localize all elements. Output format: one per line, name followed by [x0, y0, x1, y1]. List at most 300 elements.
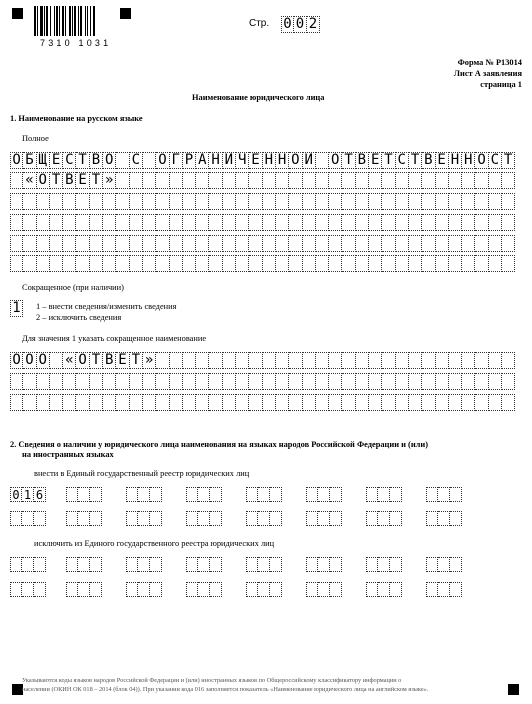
char-cell[interactable] — [63, 193, 76, 210]
language-code-field[interactable] — [246, 557, 282, 572]
char-cell[interactable] — [170, 193, 183, 210]
char-cell[interactable] — [382, 193, 395, 210]
char-cell[interactable] — [289, 352, 302, 369]
char-cell[interactable] — [90, 235, 103, 252]
char-cell[interactable] — [37, 373, 50, 390]
char-cell[interactable] — [130, 235, 143, 252]
char-cell[interactable] — [462, 193, 475, 210]
char-cell[interactable] — [90, 255, 103, 272]
code-digit-cell[interactable] — [426, 557, 438, 572]
full-name-row[interactable] — [10, 172, 515, 189]
char-cell[interactable] — [183, 193, 196, 210]
language-code-field[interactable] — [66, 511, 102, 526]
char-cell[interactable] — [236, 373, 249, 390]
char-cell[interactable] — [369, 255, 382, 272]
char-cell[interactable] — [76, 394, 89, 411]
char-cell[interactable] — [436, 235, 449, 252]
full-name-row[interactable] — [10, 214, 515, 231]
char-cell[interactable] — [116, 214, 129, 231]
char-cell[interactable] — [462, 235, 475, 252]
char-cell[interactable] — [236, 235, 249, 252]
char-cell[interactable]: Т — [130, 352, 143, 369]
code-digit-cell[interactable] — [186, 582, 198, 597]
char-cell[interactable] — [382, 255, 395, 272]
char-cell[interactable] — [303, 193, 316, 210]
char-cell[interactable] — [342, 193, 355, 210]
char-cell[interactable] — [76, 214, 89, 231]
char-cell[interactable] — [409, 214, 422, 231]
char-cell[interactable] — [276, 352, 289, 369]
char-cell[interactable]: С — [63, 152, 76, 169]
char-cell[interactable] — [143, 235, 156, 252]
char-cell[interactable] — [249, 214, 262, 231]
char-cell[interactable] — [116, 255, 129, 272]
char-cell[interactable] — [263, 394, 276, 411]
code-digit-cell[interactable] — [78, 511, 90, 526]
char-cell[interactable] — [263, 193, 276, 210]
code-digit-cell[interactable] — [34, 557, 46, 572]
char-cell[interactable] — [369, 373, 382, 390]
char-cell[interactable] — [90, 214, 103, 231]
char-cell[interactable] — [143, 255, 156, 272]
language-code-field[interactable] — [186, 511, 222, 526]
code-digit-cell[interactable] — [438, 582, 450, 597]
char-cell[interactable] — [10, 235, 23, 252]
char-cell[interactable] — [369, 394, 382, 411]
char-cell[interactable]: Т — [382, 152, 395, 169]
char-cell[interactable]: Щ — [37, 152, 50, 169]
char-cell[interactable] — [63, 255, 76, 272]
char-cell[interactable] — [116, 152, 129, 169]
char-cell[interactable] — [396, 352, 409, 369]
code-digit-cell[interactable] — [318, 582, 330, 597]
char-cell[interactable] — [263, 214, 276, 231]
code-digit-cell[interactable] — [270, 487, 282, 502]
char-cell[interactable] — [263, 172, 276, 189]
short-choice-cell[interactable]: 1 — [10, 300, 23, 317]
char-cell[interactable] — [236, 255, 249, 272]
char-cell[interactable] — [196, 235, 209, 252]
char-cell[interactable] — [156, 352, 169, 369]
char-cell[interactable] — [356, 193, 369, 210]
char-cell[interactable] — [489, 235, 502, 252]
char-cell[interactable] — [276, 394, 289, 411]
char-cell[interactable]: О — [37, 172, 50, 189]
char-cell[interactable] — [409, 172, 422, 189]
char-cell[interactable] — [289, 373, 302, 390]
char-cell[interactable] — [76, 235, 89, 252]
char-cell[interactable] — [170, 394, 183, 411]
language-code-field[interactable] — [126, 487, 162, 502]
char-cell[interactable] — [276, 193, 289, 210]
code-digit-cell[interactable] — [90, 582, 102, 597]
char-cell[interactable] — [316, 193, 329, 210]
code-digit-cell[interactable] — [246, 487, 258, 502]
char-cell[interactable] — [409, 394, 422, 411]
code-digit-cell[interactable] — [150, 557, 162, 572]
char-cell[interactable] — [396, 235, 409, 252]
char-cell[interactable] — [103, 193, 116, 210]
language-code-field[interactable] — [306, 557, 342, 572]
short-choice-field[interactable] — [10, 300, 23, 317]
char-cell[interactable] — [143, 193, 156, 210]
char-cell[interactable] — [422, 352, 435, 369]
char-cell[interactable] — [449, 172, 462, 189]
char-cell[interactable] — [170, 255, 183, 272]
char-cell[interactable] — [489, 352, 502, 369]
language-code-field[interactable] — [426, 511, 462, 526]
char-cell[interactable] — [263, 373, 276, 390]
char-cell[interactable] — [183, 214, 196, 231]
char-cell[interactable] — [489, 172, 502, 189]
code-digit-cell[interactable] — [366, 487, 378, 502]
char-cell[interactable] — [156, 235, 169, 252]
code-digit-cell[interactable] — [22, 557, 34, 572]
code-digit-cell[interactable] — [198, 557, 210, 572]
char-cell[interactable] — [303, 235, 316, 252]
char-cell[interactable] — [382, 394, 395, 411]
char-cell[interactable] — [249, 373, 262, 390]
char-cell[interactable] — [223, 255, 236, 272]
char-cell[interactable] — [183, 255, 196, 272]
char-cell[interactable] — [502, 373, 515, 390]
char-cell[interactable] — [475, 193, 488, 210]
code-digit-cell[interactable] — [390, 511, 402, 526]
char-cell[interactable] — [50, 352, 63, 369]
char-cell[interactable] — [276, 214, 289, 231]
char-cell[interactable] — [316, 172, 329, 189]
code-digit-cell[interactable] — [330, 557, 342, 572]
char-cell[interactable]: О — [103, 152, 116, 169]
char-cell[interactable] — [50, 394, 63, 411]
language-code-field[interactable] — [366, 487, 402, 502]
char-cell[interactable]: Н — [276, 152, 289, 169]
code-digit-cell[interactable] — [318, 511, 330, 526]
char-cell[interactable] — [183, 235, 196, 252]
char-cell[interactable] — [143, 172, 156, 189]
char-cell[interactable] — [37, 214, 50, 231]
char-cell[interactable]: О — [156, 152, 169, 169]
char-cell[interactable] — [50, 193, 63, 210]
char-cell[interactable] — [329, 373, 342, 390]
code-digit-cell[interactable] — [10, 511, 22, 526]
code-digit-cell[interactable] — [78, 557, 90, 572]
char-cell[interactable] — [475, 172, 488, 189]
char-cell[interactable] — [130, 373, 143, 390]
language-code-field[interactable] — [66, 557, 102, 572]
char-cell[interactable] — [170, 235, 183, 252]
code-digit-cell[interactable] — [330, 511, 342, 526]
char-cell[interactable] — [289, 172, 302, 189]
char-cell[interactable] — [303, 394, 316, 411]
char-cell[interactable] — [369, 172, 382, 189]
code-digit-cell[interactable]: 0 — [10, 487, 22, 502]
char-cell[interactable] — [209, 172, 222, 189]
char-cell[interactable] — [90, 394, 103, 411]
char-cell[interactable] — [170, 172, 183, 189]
code-digit-cell[interactable] — [258, 487, 270, 502]
code-digit-cell[interactable] — [150, 511, 162, 526]
code-digit-cell[interactable] — [10, 582, 22, 597]
char-cell[interactable] — [449, 235, 462, 252]
code-digit-cell[interactable] — [78, 487, 90, 502]
char-cell[interactable] — [356, 214, 369, 231]
char-cell[interactable] — [249, 352, 262, 369]
char-cell[interactable] — [249, 394, 262, 411]
char-cell[interactable]: Т — [342, 152, 355, 169]
char-cell[interactable] — [170, 373, 183, 390]
char-cell[interactable] — [342, 373, 355, 390]
code-digit-cell[interactable] — [306, 582, 318, 597]
char-cell[interactable] — [276, 255, 289, 272]
char-cell[interactable] — [143, 152, 156, 169]
char-cell[interactable] — [289, 255, 302, 272]
char-cell[interactable]: О — [289, 152, 302, 169]
code-digit-cell[interactable] — [378, 511, 390, 526]
char-cell[interactable]: С — [130, 152, 143, 169]
char-cell[interactable] — [356, 394, 369, 411]
char-cell[interactable]: О — [10, 152, 23, 169]
code-digit-cell[interactable] — [270, 557, 282, 572]
char-cell[interactable] — [263, 235, 276, 252]
char-cell[interactable]: В — [90, 152, 103, 169]
code-digit-cell[interactable] — [450, 511, 462, 526]
code-digit-cell[interactable] — [366, 511, 378, 526]
code-digit-cell[interactable] — [258, 582, 270, 597]
char-cell[interactable] — [249, 193, 262, 210]
code-digit-cell[interactable] — [438, 511, 450, 526]
char-cell[interactable] — [90, 193, 103, 210]
char-cell[interactable] — [303, 255, 316, 272]
char-cell[interactable] — [475, 255, 488, 272]
code-digit-cell[interactable] — [426, 582, 438, 597]
char-cell[interactable] — [356, 172, 369, 189]
char-cell[interactable] — [449, 352, 462, 369]
code-digit-cell[interactable] — [34, 511, 46, 526]
code-digit-cell[interactable] — [126, 487, 138, 502]
code-digit-cell[interactable] — [438, 487, 450, 502]
char-cell[interactable] — [436, 214, 449, 231]
char-cell[interactable] — [369, 352, 382, 369]
char-cell[interactable] — [396, 172, 409, 189]
char-cell[interactable] — [223, 172, 236, 189]
char-cell[interactable] — [356, 255, 369, 272]
char-cell[interactable] — [316, 235, 329, 252]
code-digit-cell[interactable] — [10, 557, 22, 572]
char-cell[interactable] — [50, 373, 63, 390]
code-digit-cell[interactable]: 1 — [22, 487, 34, 502]
char-cell[interactable] — [409, 352, 422, 369]
char-cell[interactable] — [502, 235, 515, 252]
char-cell[interactable]: Н — [209, 152, 222, 169]
char-cell[interactable] — [396, 394, 409, 411]
language-code-field[interactable] — [66, 582, 102, 597]
char-cell[interactable]: Т — [76, 152, 89, 169]
char-cell[interactable] — [329, 172, 342, 189]
char-cell[interactable] — [156, 172, 169, 189]
code-digit-cell[interactable] — [90, 511, 102, 526]
char-cell[interactable]: Е — [369, 152, 382, 169]
short-name-row[interactable] — [10, 352, 515, 369]
char-cell[interactable]: « — [63, 352, 76, 369]
code-digit-cell[interactable] — [186, 511, 198, 526]
code-digit-cell[interactable] — [186, 487, 198, 502]
code-digit-cell[interactable] — [378, 557, 390, 572]
char-cell[interactable] — [422, 193, 435, 210]
char-cell[interactable] — [316, 394, 329, 411]
char-cell[interactable] — [382, 373, 395, 390]
char-cell[interactable]: Е — [436, 152, 449, 169]
char-cell[interactable] — [303, 373, 316, 390]
char-cell[interactable] — [263, 255, 276, 272]
char-cell[interactable] — [23, 193, 36, 210]
code-digit-cell[interactable] — [378, 582, 390, 597]
char-cell[interactable] — [236, 172, 249, 189]
char-cell[interactable] — [223, 214, 236, 231]
code-digit-cell[interactable] — [66, 557, 78, 572]
language-code-field[interactable] — [126, 582, 162, 597]
char-cell[interactable] — [76, 255, 89, 272]
char-cell[interactable] — [342, 214, 355, 231]
char-cell[interactable] — [409, 255, 422, 272]
code-digit-cell[interactable] — [378, 487, 390, 502]
char-cell[interactable] — [329, 394, 342, 411]
char-cell[interactable] — [502, 172, 515, 189]
char-cell[interactable] — [489, 394, 502, 411]
char-cell[interactable] — [316, 352, 329, 369]
char-cell[interactable]: О — [37, 352, 50, 369]
char-cell[interactable] — [502, 255, 515, 272]
char-cell[interactable] — [475, 394, 488, 411]
char-cell[interactable]: О — [76, 352, 89, 369]
char-cell[interactable] — [50, 214, 63, 231]
char-cell[interactable] — [10, 373, 23, 390]
code-digit-cell[interactable] — [318, 557, 330, 572]
char-cell[interactable] — [462, 394, 475, 411]
code-digit-cell[interactable] — [270, 511, 282, 526]
char-cell[interactable] — [409, 373, 422, 390]
code-digit-cell[interactable] — [450, 487, 462, 502]
code-digit-cell[interactable] — [150, 582, 162, 597]
char-cell[interactable] — [63, 235, 76, 252]
char-cell[interactable] — [382, 352, 395, 369]
char-cell[interactable] — [103, 373, 116, 390]
char-cell[interactable] — [449, 255, 462, 272]
char-cell[interactable] — [422, 172, 435, 189]
char-cell[interactable] — [209, 214, 222, 231]
code-digit-cell[interactable] — [66, 511, 78, 526]
char-cell[interactable] — [23, 255, 36, 272]
char-cell[interactable] — [422, 214, 435, 231]
code-digit-cell[interactable] — [318, 487, 330, 502]
char-cell[interactable] — [303, 172, 316, 189]
char-cell[interactable] — [382, 172, 395, 189]
char-cell[interactable]: Н — [462, 152, 475, 169]
char-cell[interactable] — [116, 373, 129, 390]
code-digit-cell[interactable] — [138, 582, 150, 597]
code-digit-cell[interactable] — [426, 487, 438, 502]
language-code-field[interactable] — [126, 511, 162, 526]
code-digit-cell[interactable] — [210, 487, 222, 502]
char-cell[interactable] — [329, 193, 342, 210]
char-cell[interactable] — [156, 373, 169, 390]
char-cell[interactable] — [130, 214, 143, 231]
char-cell[interactable] — [356, 352, 369, 369]
language-code-field[interactable] — [426, 557, 462, 572]
char-cell[interactable] — [196, 394, 209, 411]
code-digit-cell[interactable] — [450, 557, 462, 572]
language-code-field[interactable] — [186, 582, 222, 597]
char-cell[interactable] — [130, 172, 143, 189]
char-cell[interactable] — [502, 193, 515, 210]
char-cell[interactable] — [316, 152, 329, 169]
char-cell[interactable] — [475, 235, 488, 252]
full-name-row[interactable] — [10, 152, 515, 169]
char-cell[interactable] — [209, 255, 222, 272]
char-cell[interactable] — [462, 352, 475, 369]
char-cell[interactable]: С — [396, 152, 409, 169]
language-code-field[interactable] — [426, 582, 462, 597]
char-cell[interactable] — [90, 373, 103, 390]
char-cell[interactable] — [489, 193, 502, 210]
char-cell[interactable]: В — [356, 152, 369, 169]
char-cell[interactable]: Ч — [236, 152, 249, 169]
char-cell[interactable] — [289, 394, 302, 411]
code-digit-cell[interactable] — [426, 511, 438, 526]
code-digit-cell[interactable] — [198, 511, 210, 526]
char-cell[interactable] — [170, 352, 183, 369]
language-code-field[interactable] — [306, 511, 342, 526]
char-cell[interactable] — [382, 235, 395, 252]
full-name-row[interactable] — [10, 255, 515, 272]
char-cell[interactable] — [143, 373, 156, 390]
char-cell[interactable]: Т — [409, 152, 422, 169]
char-cell[interactable] — [209, 373, 222, 390]
code-digit-cell[interactable] — [450, 582, 462, 597]
char-cell[interactable] — [183, 172, 196, 189]
code-digit-cell[interactable] — [150, 487, 162, 502]
char-cell[interactable] — [63, 373, 76, 390]
char-cell[interactable] — [183, 394, 196, 411]
char-cell[interactable] — [249, 172, 262, 189]
char-cell[interactable]: Й — [303, 152, 316, 169]
code-digit-cell[interactable] — [78, 582, 90, 597]
char-cell[interactable]: Е — [249, 152, 262, 169]
char-cell[interactable] — [462, 214, 475, 231]
char-cell[interactable] — [449, 214, 462, 231]
char-cell[interactable] — [396, 214, 409, 231]
char-cell[interactable]: » — [103, 172, 116, 189]
char-cell[interactable]: Н — [263, 152, 276, 169]
char-cell[interactable] — [396, 193, 409, 210]
code-digit-cell[interactable] — [90, 557, 102, 572]
char-cell[interactable] — [356, 373, 369, 390]
char-cell[interactable] — [422, 373, 435, 390]
char-cell[interactable]: О — [23, 352, 36, 369]
char-cell[interactable] — [37, 235, 50, 252]
code-digit-cell[interactable] — [306, 511, 318, 526]
char-cell[interactable] — [436, 373, 449, 390]
code-digit-cell[interactable] — [306, 557, 318, 572]
char-cell[interactable] — [10, 172, 23, 189]
code-digit-cell[interactable] — [138, 511, 150, 526]
char-cell[interactable] — [396, 373, 409, 390]
char-cell[interactable] — [10, 394, 23, 411]
code-digit-cell[interactable] — [126, 511, 138, 526]
char-cell[interactable] — [196, 172, 209, 189]
char-cell[interactable] — [489, 373, 502, 390]
char-cell[interactable] — [63, 214, 76, 231]
